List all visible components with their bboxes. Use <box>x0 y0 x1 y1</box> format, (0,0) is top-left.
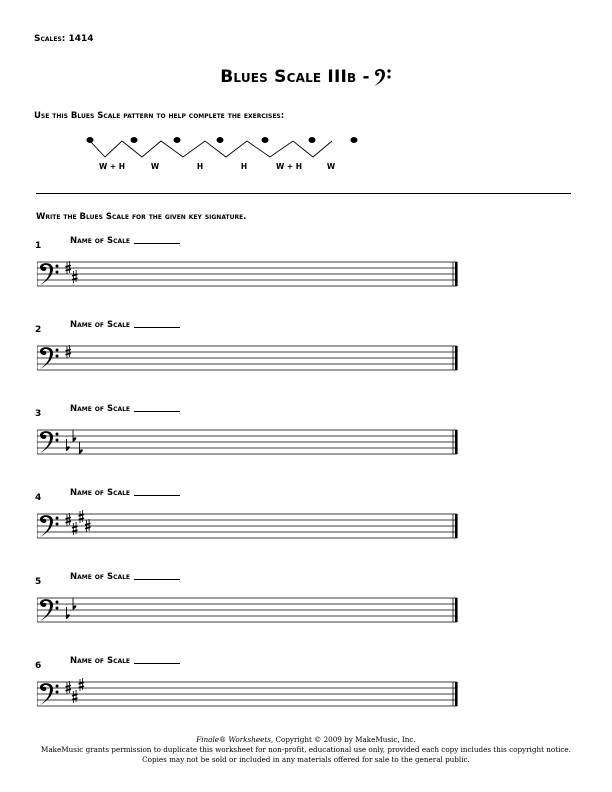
copyright-footer <box>0 735 612 765</box>
pattern-diagram <box>80 132 370 162</box>
sharp-icon <box>66 681 72 694</box>
exercise-number: 2 <box>35 325 42 335</box>
pattern-note <box>174 137 181 143</box>
pattern-step: W + H <box>275 162 303 171</box>
page-code: Scales: 1414 <box>34 34 94 44</box>
answer-blank[interactable] <box>134 327 180 328</box>
exercise-instruction: Write the Blues Scale for the given key signature. <box>36 212 247 222</box>
pattern-note <box>131 137 138 143</box>
final-barline <box>455 682 458 706</box>
music-staff[interactable] <box>37 594 467 628</box>
pattern-note <box>217 137 224 143</box>
page-title <box>0 66 612 88</box>
scale-name-prompt: Name of Scale <box>70 656 180 666</box>
pattern-step: H <box>240 162 248 171</box>
sharp-icon <box>85 519 91 532</box>
answer-blank[interactable] <box>134 579 180 580</box>
sharp-icon <box>79 510 85 523</box>
sharp-icon <box>66 513 72 526</box>
pattern-step: W <box>326 162 336 171</box>
bass-clef-icon <box>372 66 392 88</box>
final-barline <box>455 262 458 286</box>
exercise-number: 6 <box>35 661 42 671</box>
divider <box>36 193 571 194</box>
pattern-note <box>87 137 94 143</box>
answer-blank[interactable] <box>134 495 180 496</box>
footer-line-2: MakeMusic grants permission to duplicate this worksheet for non-profit, educational use only, provided each copy includes this copyright notice. <box>41 745 571 754</box>
sharp-icon <box>72 270 78 283</box>
flat-icon <box>67 607 70 619</box>
sharp-icon <box>72 690 78 703</box>
scale-name-prompt: Name of Scale <box>70 572 180 582</box>
final-barline <box>455 430 458 454</box>
scale-name-prompt: Name of Scale <box>70 236 180 246</box>
final-barline <box>455 346 458 370</box>
answer-blank[interactable] <box>134 663 180 664</box>
scale-name-prompt: Name of Scale <box>70 404 180 414</box>
scale-name-prompt: Name of Scale <box>70 320 180 330</box>
title-text: Blues Scale IIIb - <box>220 67 370 87</box>
pattern-note <box>351 137 358 143</box>
footer-line-1: Finale® Worksheets, Copyright © 2009 by MakeMusic, Inc. <box>196 735 416 744</box>
flat-icon <box>67 439 70 451</box>
music-staff[interactable] <box>37 678 467 712</box>
exercise-number: 5 <box>35 577 42 587</box>
pattern-step: W <box>150 162 160 171</box>
sharp-icon <box>66 261 72 274</box>
music-staff[interactable] <box>37 510 467 544</box>
music-staff[interactable] <box>37 342 467 376</box>
final-barline <box>455 514 458 538</box>
exercise-number: 3 <box>35 409 42 419</box>
exercise-number: 4 <box>35 493 42 503</box>
pattern-instruction: Use this Blues Scale pattern to help complete the exercises: <box>34 111 285 121</box>
music-staff[interactable] <box>37 258 467 292</box>
sharp-icon <box>72 522 78 535</box>
final-barline <box>455 598 458 622</box>
scale-name-prompt: Name of Scale <box>70 488 180 498</box>
exercise-number: 1 <box>35 241 42 251</box>
sharp-icon <box>79 678 85 691</box>
pattern-step: H <box>196 162 204 171</box>
answer-blank[interactable] <box>134 411 180 412</box>
pattern-note <box>309 137 316 143</box>
pattern-note <box>262 137 269 143</box>
music-staff[interactable] <box>37 426 467 460</box>
sharp-icon <box>66 345 72 358</box>
answer-blank[interactable] <box>134 243 180 244</box>
pattern-step: W + H <box>98 162 126 171</box>
footer-line-3: Copies may not be sold or included in any materials offered for sale to the general public. <box>142 755 470 764</box>
